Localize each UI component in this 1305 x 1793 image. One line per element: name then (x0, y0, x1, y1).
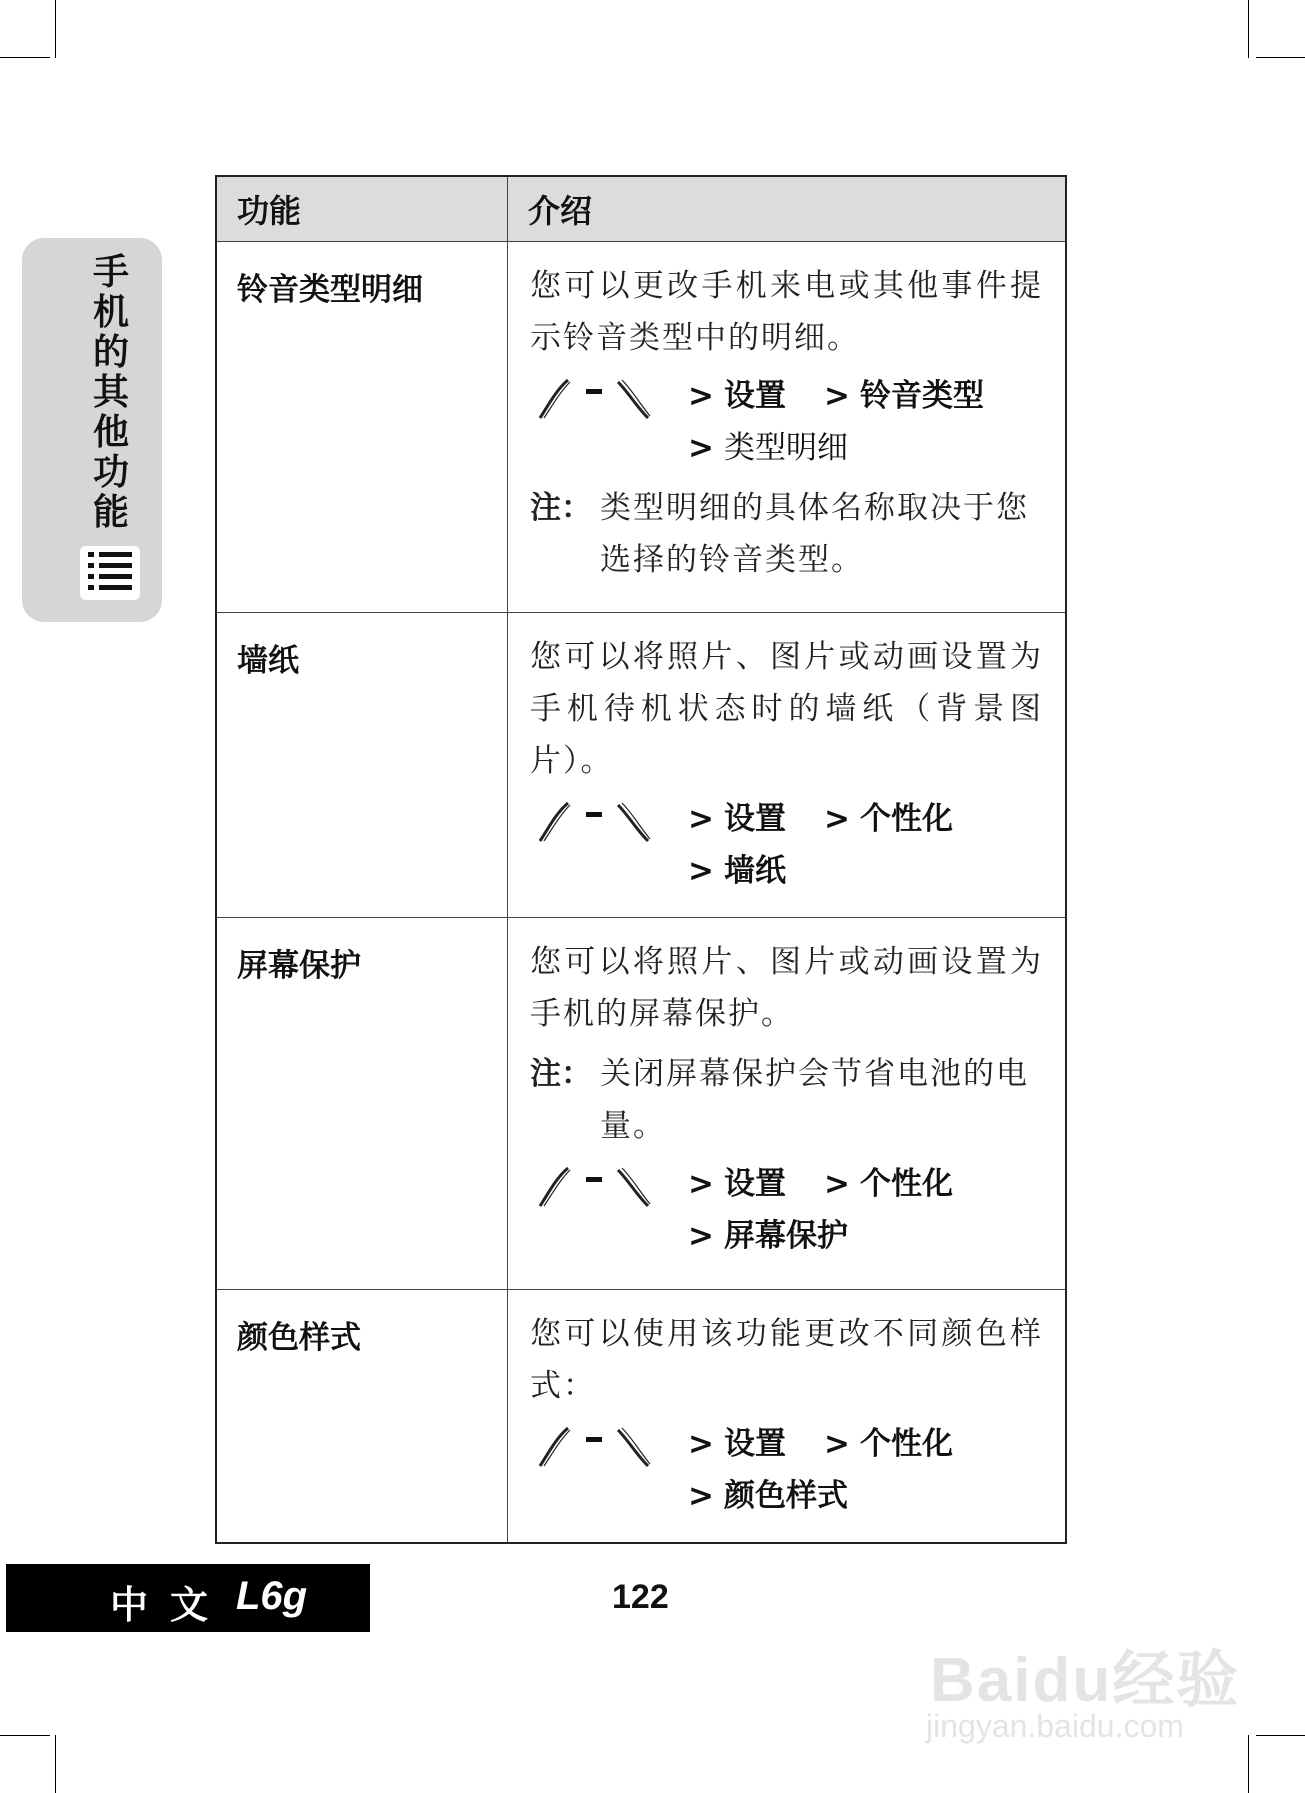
table-row (216, 1290, 1066, 1544)
menu-key-icon (534, 1424, 654, 1470)
crop-mark (1248, 0, 1249, 58)
description-text: 您可以将照片、图片或动画设置为手机的屏幕保护。 (530, 944, 1043, 1032)
watermark-url: jingyan.baidu.com (926, 1708, 1184, 1744)
note-label: 注： (530, 490, 592, 526)
menu-path (530, 793, 1043, 897)
crop-mark (1256, 1735, 1305, 1736)
header-feature: 功能 (216, 176, 508, 242)
crop-mark (55, 0, 56, 58)
crop-mark (0, 57, 50, 58)
menu-step: 墙纸 (724, 853, 786, 889)
nav-arrow: > (688, 801, 714, 837)
menu-step: 设置 (724, 801, 786, 837)
nav-arrow: > (824, 1166, 850, 1202)
feature-name: 屏幕保护 (216, 918, 508, 1290)
nav-arrow: > (688, 1166, 714, 1202)
feature-description-cell (508, 242, 1067, 613)
nav-arrow: > (688, 1426, 714, 1462)
description-text: 您可以将照片、图片或动画设置为手机待机状态时的墙纸（背景图片）。 (530, 639, 1043, 779)
crop-mark (0, 1735, 50, 1736)
crop-mark (55, 1735, 56, 1793)
feature-description-cell (508, 613, 1067, 918)
feature-description-cell (508, 1290, 1067, 1544)
feature-table (215, 175, 1067, 1544)
description-text: 您可以使用该功能更改不同颜色样式： (530, 1316, 1043, 1404)
menu-step: 屏幕保护 (724, 1218, 848, 1254)
feature-name: 墙纸 (216, 613, 508, 918)
nav-arrow: > (688, 853, 714, 889)
nav-arrow: > (824, 801, 850, 837)
table-header-row (216, 176, 1066, 242)
menu-path (530, 370, 1043, 474)
nav-arrow: > (688, 378, 714, 414)
menu-step: 颜色样式 (724, 1478, 848, 1514)
menu-key-icon (534, 799, 654, 845)
crop-mark (1256, 57, 1305, 58)
menu-step: 类型明细 (724, 430, 848, 466)
menu-key-icon (534, 1164, 654, 1210)
menu-step: 设置 (724, 378, 786, 414)
description-text: 您可以更改手机来电或其他事件提示铃音类型中的明细。 (530, 268, 1043, 356)
note-text: 类型明细的具体名称取决于您选择的铃音类型。 (600, 490, 1029, 578)
footer-model: L6g (236, 1574, 308, 1618)
nav-arrow: > (824, 378, 850, 414)
feature-description-cell (508, 918, 1067, 1290)
note (530, 482, 1043, 586)
menu-step: 个性化 (860, 1426, 953, 1462)
note-text: 关闭屏幕保护会节省电池的电量。 (600, 1056, 1029, 1144)
nav-arrow: > (688, 1218, 714, 1254)
header-description: 介绍 (508, 176, 1067, 242)
menu-step: 设置 (724, 1426, 786, 1462)
table-row (216, 918, 1066, 1290)
table-row (216, 613, 1066, 918)
note-label: 注： (530, 1056, 592, 1092)
chapter-title: 手机的其他功能 (92, 251, 129, 533)
menu-key-icon (534, 376, 654, 422)
table-row (216, 242, 1066, 613)
feature-name: 铃音类型明细 (216, 242, 508, 613)
nav-arrow: > (688, 1478, 714, 1514)
page-number: 122 (612, 1578, 669, 1616)
menu-step: 铃音类型 (860, 378, 984, 414)
menu-step: 个性化 (860, 1166, 953, 1202)
crop-mark (1248, 1735, 1249, 1793)
menu-path (530, 1418, 1043, 1522)
menu-step: 设置 (724, 1166, 786, 1202)
nav-arrow: > (688, 430, 714, 466)
footer-language: 中文 (110, 1583, 231, 1627)
watermark-logo: Baidu经验 (930, 1646, 1241, 1715)
note (530, 1048, 1043, 1152)
menu-list-icon (80, 546, 140, 600)
menu-step: 个性化 (860, 801, 953, 837)
nav-arrow: > (824, 1426, 850, 1462)
feature-name: 颜色样式 (216, 1290, 508, 1544)
menu-path (530, 1158, 1043, 1262)
